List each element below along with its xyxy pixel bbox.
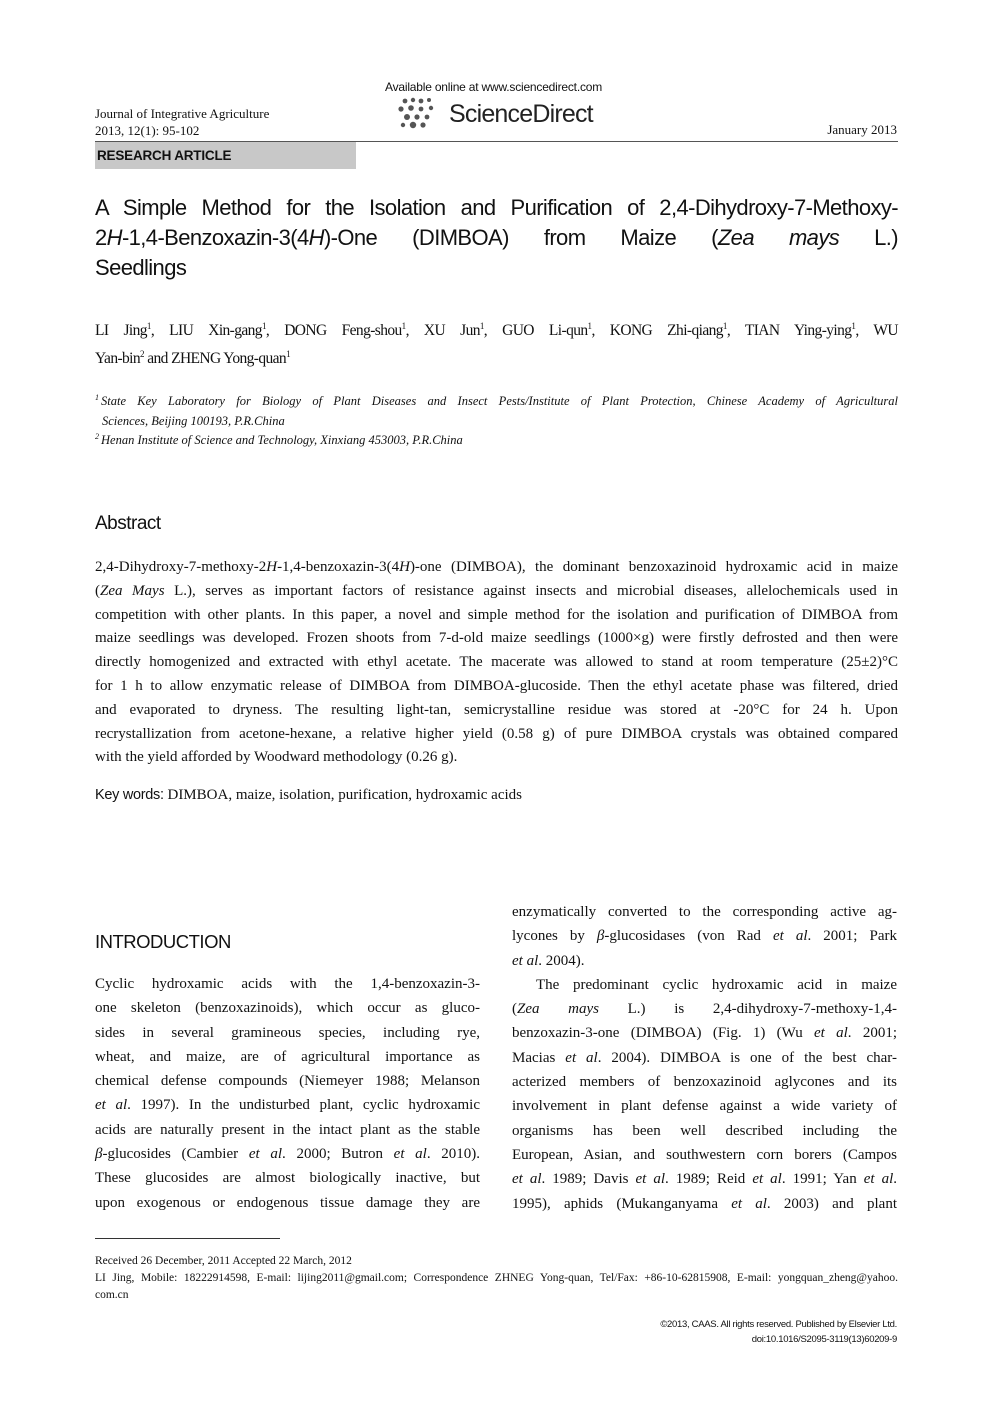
body-line: The predominant cyclic hydroxamic acid in maize <box>536 976 897 993</box>
doi-text: doi:10.1016/S2095-3119(13)60209-9 <box>751 1334 897 1345</box>
journal-name: Journal of Integrative Agriculture <box>95 106 270 121</box>
body-line: These glucosides are almost biologically inactive, but <box>95 1170 480 1187</box>
copyright-text: ©2013, CAAS. All rights reserved. Published by Elsevier Ltd. <box>660 1319 897 1330</box>
body-line: sides in several gramineous species, including rye, <box>95 1024 480 1041</box>
body-line: lycones by β-glucosidases (von Rad et al. 2001; Park <box>512 928 897 945</box>
body-line: acterized members of benzoxazinoid aglycones and its <box>512 1074 897 1091</box>
keywords-label: Key words: <box>95 787 164 803</box>
footnotes <box>95 1253 898 1304</box>
author-line-2: Yan-bin$^2$ and ZHENG Yong-quan$^1$ <box>95 348 290 367</box>
body-line: wheat, and maize, are of agricultural importance as <box>95 1048 480 1065</box>
body-line: β-glucosides (Cambier et al. 2000; Butron et al. 2010). <box>95 1146 481 1163</box>
intro-right-column <box>512 900 897 1216</box>
affiliation-2: $^2$ Henan Institute of Science and Technology, Xinxiang 453003, P.R.China <box>95 431 463 447</box>
body-line: et al. 2004). <box>512 952 585 969</box>
article-type-badge: RESEARCH ARTICLE <box>95 142 356 169</box>
available-online-text: Available online at www.sciencedirect.com <box>385 80 603 94</box>
body-line: involvement in plant defense against a wide variety of <box>512 1098 897 1115</box>
abstract-line: (Zea Mays L.), serves as important factors of resistance against insects and microbial diseases, allelochemicals used in <box>95 582 898 599</box>
abstract-heading: Abstract <box>95 513 161 534</box>
body-line: enzymatically converted to the corresponding active ag- <box>512 904 897 920</box>
issue-date: January 2013 <box>827 122 897 137</box>
introduction-heading: INTRODUCTION <box>95 931 231 952</box>
received-accepted-dates: Received 26 December, 2011 Accepted 22 March, 2012 <box>95 1255 352 1267</box>
affiliation-1-cont: Sciences, Beijing 100193, P.R.China <box>102 413 285 428</box>
body-line: organisms has been well described including the <box>512 1122 897 1139</box>
abstract-body <box>95 556 898 770</box>
abstract-line: 2,4-Dihydroxy-7-methoxy-2H-1,4-benzoxazin-3(4H)-one (DIMBOA), the dominant benzoxazinoid hydroxamic acid in maize <box>95 559 898 575</box>
body-line: European, Asian, and southwestern corn borers (Campos <box>512 1146 897 1163</box>
abstract-line: and evaporated to dryness. The resulting light-tan, semicrystalline residue was stored at -20°C for 24 h. Upon <box>95 701 898 718</box>
body-line: benzoxazin-3-one (DIMBOA) (Fig. 1) (Wu et al. 2001; <box>512 1025 898 1042</box>
author-list <box>95 317 898 373</box>
body-line: chemical defense compounds (Niemeyer 1988; Melanson <box>95 1073 480 1090</box>
body-line: Cyclic hydroxamic acids with the 1,4-benzoxazin-3- <box>95 976 480 992</box>
body-line: et al. 1989; Davis et al. 1989; Reid et al. 1991; Yan et al. <box>512 1171 897 1188</box>
keywords <box>95 787 522 804</box>
body-line: acids are naturally present in the intact plant as the stable <box>95 1121 480 1138</box>
title-line-3: Seedlings <box>95 255 187 280</box>
body-line: (Zea mays L.) is 2,4-dihydroxy-7-methoxy-1,4- <box>512 1001 897 1018</box>
affiliations <box>95 392 898 451</box>
abstract-line: recrystallization from acetone-hexane, a relative higher yield (0.58 g) of pure DIMBOA crystals was obtained compared <box>95 725 898 742</box>
title-line-1: A Simple Method for the Isolation and Purification of 2,4-Dihydroxy-7-Methoxy- <box>95 195 898 220</box>
journal-info <box>95 105 269 139</box>
body-line: Macias et al. 2004). DIMBOA is one of the best char- <box>512 1049 898 1066</box>
sciencedirect-block <box>385 80 625 132</box>
abstract-line: for 1 h to allow enzymatic release of DIMBOA from DIMBOA-glucoside. Then the ethyl acetate phase was filtered, dried <box>95 677 898 694</box>
contact-info: LI Jing, Mobile: 18222914598, E-mail: lijing2011@gmail.com; Correspondence ZHNEG Yong-quan, Tel/Fax: +86-10-62815908, E-mail: yongquan_zheng@yahoo. <box>95 1272 898 1284</box>
body-line: upon exogenous or endogenous tissue damage they are <box>95 1194 480 1211</box>
author-line-1: LI Jing$^1$, LIU Xin-gang$^1$, DONG Feng-shou$^1$, XU Jun$^1$, GUO Li-qun$^1$, KONG Zhi-qiang$^1$, TIAN Ying-ying$^1$, WU <box>95 320 898 339</box>
abstract-line: competition with other plants. In this paper, a novel and simple method for the isolation and purification of DIMBOA from <box>95 606 898 623</box>
body-line: et al. 1997). In the undisturbed plant, cyclic hydroxamic <box>95 1097 480 1114</box>
abstract-line: directly homogenized and extracted with ethyl acetate. The macerate was allowed to stand at room temperature (25±2)°C <box>95 654 898 671</box>
keywords-text: DIMBOA, maize, isolation, purification, hydroxamic acids <box>163 787 522 803</box>
body-line: 1995), aphids (Mukanganyama et al. 2003) and plant <box>512 1195 897 1212</box>
title-line-2: 2H-1,4-Benzoxazin-3(4H)-One (DIMBOA) from Maize (Zea mays L.) <box>95 225 899 250</box>
footnote-rule <box>95 1238 280 1239</box>
copyright-block <box>660 1317 897 1347</box>
body-line: one skeleton (benzoxazinoids), which occur as gluco- <box>95 1000 480 1017</box>
sciencedirect-wordmark: ScienceDirect <box>449 99 593 128</box>
affiliation-1: $^1$ State Key Laboratory for Biology of Plant Diseases and Insect Pests/Institute of Plant Protection, Chinese Academy of Agricultural <box>95 392 898 408</box>
journal-issue: 2013, 12(1): 95-102 <box>95 123 200 138</box>
article-title <box>95 193 898 283</box>
contact-info-cont: com.cn <box>95 1289 129 1301</box>
abstract-line: maize seedlings was developed. Frozen shoots from 7-d-old maize seedlings (1000×g) were firstly defrosted and then were <box>95 630 898 647</box>
abstract-line: with the yield afforded by Woodward methodology (0.26 g). <box>95 749 458 766</box>
sciencedirect-logo-icon <box>385 96 445 132</box>
intro-left-column <box>95 972 480 1215</box>
